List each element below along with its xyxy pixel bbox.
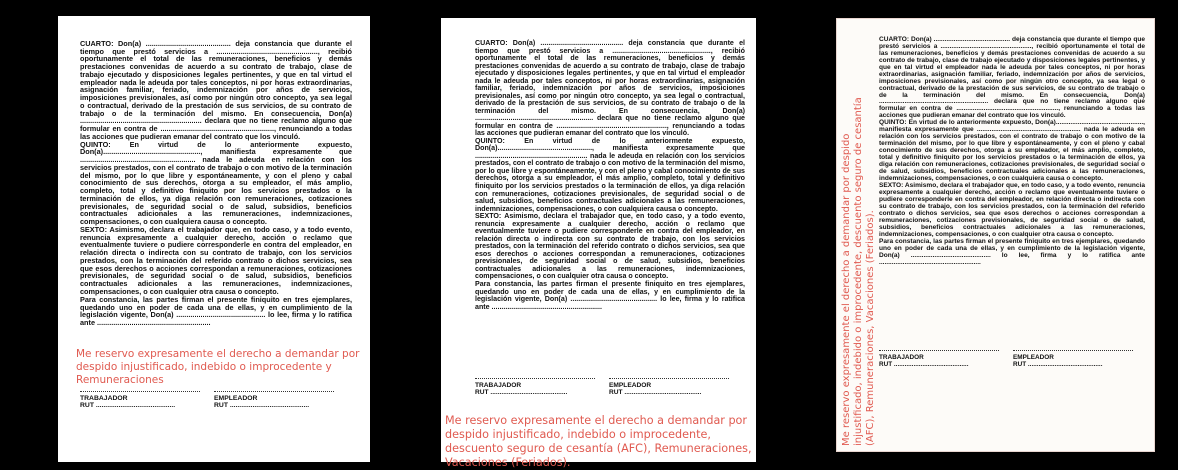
worker-label: TRABAJADOR — [879, 354, 924, 361]
paragraph-constancia: Para constancia, las partes firman el presente finiquito en tres ejemplares, quedando uno en poder de cada una de ellas, y en cumplimiento de la legislación vigente, Don(a) ............................................ lo lee, firma y lo ratifica ante ........................................................ — [80, 294, 352, 327]
paragraph-constancia: Para constancia, las partes firman el presente finiquito en tres ejemplares, quedando uno en poder de cada una de ellas, y en cumplimiento de la legislación vigente, Don(a) ............................................ lo lee, firma y lo ratifica ante ........................................................ — [879, 237, 1145, 266]
paragraph-constancia: Para constancia, las partes firman el presente finiquito en tres ejemplares, quedando uno en poder de cada una de ellas, y en cumplimiento de la legislación vigente, Don(a) ............................................ lo lee, firma y lo ratifica ante ........................................................ — [475, 280, 745, 311]
employer-rut: RUT .......................................... — [214, 402, 310, 409]
handwritten-reservation-note-rotated: Me reservo expresamente el derecho a demandar por despido injustificado, indebido o improcedente, descuento seguro de cesantía (AFC), Remuneraciones, Vacaciones (Feriados). — [841, 97, 876, 446]
document-page-2 — [441, 18, 756, 469]
employer-signature — [214, 390, 334, 409]
employer-label: EMPLEADOR — [214, 395, 258, 402]
employer-rut: RUT .......................................... — [1013, 361, 1103, 368]
signature-line — [1013, 349, 1133, 351]
handwritten-reservation-note: Me reservo expresamente el derecho a demandar por despido injustificado, indebido o improcedente, descuento seguro de cesantía (AFC), Remuneraciones, Vacaciones (Feriados). — [445, 414, 752, 469]
finiquito-text — [80, 40, 352, 327]
worker-label: TRABAJADOR — [80, 395, 128, 402]
worker-label: TRABAJADOR — [475, 382, 522, 389]
paragraph-cuarto: CUARTO: Don(a) .......................................... deja constancia que durante el tiempo que prestó servicios a .................................................., recibió oportunamente el total de las remuneraciones, beneficios y demás prestaciones convenidas de acuerdo a su contrato de trabajo, clase de trabajo ejecutado y disposiciones legales pertinentes, y que en tal virtud el empleador nada le adeuda por tales conceptos, ni por horas extraordinarias, asignación familiar, feriado, indemnización por años de servicios, imposiciones previsionales, así como por ningún otro concepto, ya sea legal o contractual, derivado de la prestación de sus servicios, de su contrato de trabajo o de la terminación del mismo. En consecuencia, Don(a) ............................................................ declara que no tiene reclamo alguno que formular en contra de ........................................................, renunciando a todas las acciones que pudieran emanar del contrato que los vinculó. — [879, 36, 1145, 120]
worker-rut: RUT .......................................... — [879, 361, 969, 368]
employer-rut: RUT .......................................... — [609, 389, 702, 396]
finiquito-text — [475, 40, 745, 311]
worker-signature — [475, 377, 595, 396]
paragraph-sexto: SEXTO: Asimismo, declara el trabajador que, en todo caso, y a todo evento, renuncia expresamente a cualquier derecho, acción o reclamo que eventualmente tuviere o pudiere corresponderle en contra del empleador, en relación directa o indirecta con su contrato de trabajo, con los servicios prestados, con la terminación del referido contrato o dichos servicios, sea que esos derechos o acciones correspondan a remuneraciones, cotizaciones previsionales, de seguridad social o de salud, subsidios, beneficios contractuales adicionales a las remuneraciones, indemnizaciones, compensaciones, o con cualquier otra causa o concepto. — [475, 212, 745, 281]
signature-line — [475, 377, 595, 379]
document-page-1 — [58, 16, 370, 462]
paragraph-quinto: QUINTO: En virtud de lo anteriormente expuesto, Don(a)................................................, manifiesta expresamente que ......................................................... nada le adeuda en relación con los servicios prestados, con el contrato de trabajo o con motivo de la terminación del mismo, por lo que libre y espontáneamente, y con el pleno y cabal conocimiento de sus derechos, otorga a su empleador, el más amplio, completo, total y definitivo finiquito por los servicios prestados o la terminación de ellos, ya diga relación con remuneraciones, cotizaciones previsionales, de seguridad social o de salud, subsidios, beneficios contractuales adicionales a las remuneraciones, indemnizaciones, compensaciones, o con cualquiera causa o concepto. — [475, 136, 746, 213]
signature-line — [879, 349, 999, 351]
worker-signature — [879, 349, 999, 368]
finiquito-text — [879, 37, 1145, 267]
worker-rut: RUT .......................................... — [80, 402, 176, 409]
signature-line — [80, 390, 200, 392]
paragraph-cuarto: CUARTO: Don(a) .......................................... deja constancia que durante el tiempo que prestó servicios a .................................................., recibió oportunamente el total de las remuneraciones, beneficios y demás prestaciones convenidas de acuerdo a su contrato de trabajo, clase de trabajo ejecutado y disposiciones legales pertinentes, y que en tal virtud el empleador nada le adeuda por tales conceptos, ni por horas extraordinarias, asignación familiar, feriado, indemnización por años de servicios, imposiciones previsionales, así como por ningún otro concepto, ya sea legal o contractual, derivado de la prestación de sus servicios, de su contrato de trabajo o de la terminación del mismo. En consecuencia, Don(a) ............................................................ declara que no tiene reclamo alguno que formular en contra de ........................................................, renunciando a todas las acciones que pudieran emanar del contrato que los vinculó. — [475, 39, 745, 138]
worker-signature — [80, 390, 200, 409]
paragraph-quinto: QUINTO: En virtud de lo anteriormente expuesto, Don(a)................................................, manifiesta expresamente que ......................................................... nada le adeuda en relación con los servicios prestados, con el contrato de trabajo o con motivo de la terminación del mismo, por lo que libre y espontáneamente, y con el pleno y cabal conocimiento de sus derechos, otorga a su empleador, el más amplio, completo, total y definitivo finiquito por los servicios prestados o la terminación de ellos, ya diga relación con remuneraciones, cotizaciones previsionales, de seguridad social o de salud, subsidios, beneficios contractuales adicionales a las remuneraciones, indemnizaciones, compensaciones, o con cualquiera causa o concepto. — [80, 139, 352, 227]
employer-signature — [609, 377, 729, 396]
worker-rut: RUT .......................................... — [475, 389, 568, 396]
document-page-3 — [836, 18, 1155, 452]
paragraph-quinto: QUINTO: En virtud de lo anteriormente expuesto, Don(a)................................................, manifiesta expresamente que ......................................................... nada le adeuda en relación con los servicios prestados, con el contrato de trabajo o con motivo de la terminación del mismo, por lo que libre y espontáneamente, y con el pleno y cabal conocimiento de sus derechos, otorga a su empleador, el más amplio, completo, total y definitivo finiquito por los servicios prestados o la terminación de ellos, ya diga relación con remuneraciones, cotizaciones previsionales, de seguridad social o de salud, subsidios, beneficios contractuales adicionales a las remuneraciones, indemnizaciones, compensaciones, o con cualquiera causa o concepto. — [879, 119, 1145, 182]
handwritten-reservation-note: Me reservo expresamente el derecho a demandar por despido injustificado, indebido o improcedente y Remuneraciones — [76, 348, 360, 387]
signature-line — [609, 377, 729, 379]
signature-line — [214, 390, 334, 392]
employer-signature — [1013, 349, 1133, 368]
paragraph-sexto: SEXTO: Asimismo, declara el trabajador que, en todo caso, y a todo evento, renuncia expresamente a cualquier derecho, acción o reclamo que eventualmente tuviere o pudiere corresponderle en contra del empleador, en relación directa o indirecta con su contrato de trabajo, con los servicios prestados, con la terminación del referido contrato o dichos servicios, sea que esos derechos o acciones correspondan a remuneraciones, cotizaciones previsionales, de seguridad social o de salud, subsidios, beneficios contractuales adicionales a las remuneraciones, indemnizaciones, compensaciones, o con cualquier otra causa o concepto. — [80, 225, 352, 296]
paragraph-cuarto: CUARTO: Don(a) .......................................... deja constancia que durante el tiempo que prestó servicios a .................................................., recibió oportunamente el total de las remuneraciones, beneficios y demás prestaciones convenidas de acuerdo a su contrato de trabajo, clase de trabajo ejecutado y disposiciones legales pertinentes, y que en tal virtud el empleador nada le adeuda por tales conceptos, ni por horas extraordinarias, asignación familiar, feriado, indemnización por años de servicios, imposiciones previsionales, así como por ningún otro concepto, ya sea legal o contractual, derivado de la prestación de sus servicios, de su contrato de trabajo o de la terminación del mismo. En consecuencia, Don(a) ............................................................ declara que no tiene reclamo alguno que formular en contra de ........................................................, renunciando a todas las acciones que pudieran emanar del contrato que los vinculó. — [80, 39, 352, 141]
employer-label: EMPLEADOR — [609, 382, 652, 389]
employer-label: EMPLEADOR — [1013, 354, 1054, 361]
paragraph-sexto: SEXTO: Asimismo, declara el trabajador que, en todo caso, y a todo evento, renuncia expresamente a cualquier derecho, acción o reclamo que eventualmente tuviere o pudiere corresponderle en contra del empleador, en relación directa o indirecta con su contrato de trabajo, con los servicios prestados, con la terminación del referido contrato o dichos servicios, sea que esos derechos o acciones correspondan a remuneraciones, cotizaciones previsionales, de seguridad social o de salud, subsidios, beneficios contractuales adicionales a las remuneraciones, indemnizaciones, compensaciones, o con cualquier otra causa o concepto. — [879, 182, 1145, 238]
